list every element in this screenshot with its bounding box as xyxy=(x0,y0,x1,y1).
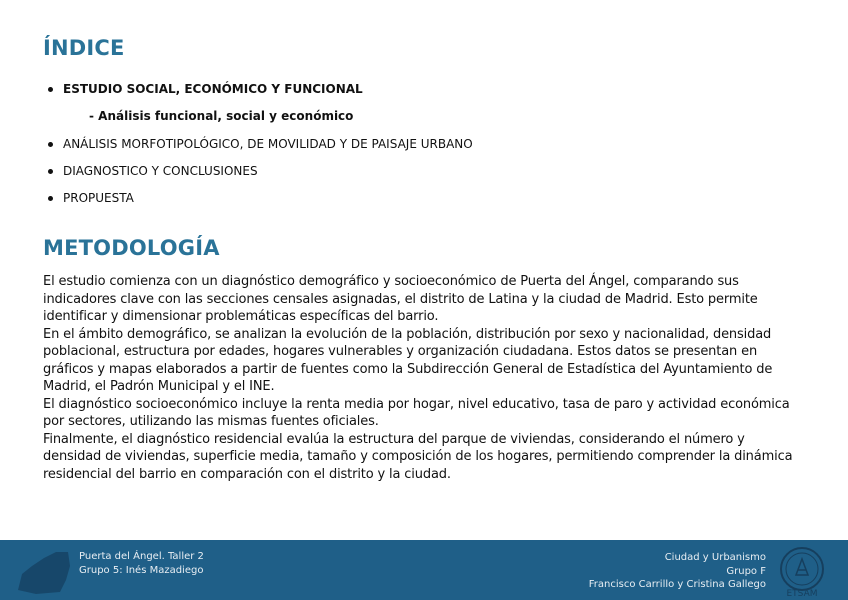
neighborhood-map-icon xyxy=(16,546,72,594)
bullet-icon xyxy=(48,169,53,174)
methodology-paragraph: Finalmente, el diagnóstico residencial evalúa la estructura del parque de viviendas, considerando el número y densidad de viviendas, superficie media, tamaño y composición de los hogares, permitiendo comprender la dinámica residencial del barrio en comparación con el distrito y la ciudad. xyxy=(43,431,793,482)
bullet-icon xyxy=(48,142,53,147)
footer-project-name: Puerta del Ángel. Taller 2 xyxy=(79,551,204,562)
index-title: ÍNDICE xyxy=(43,36,125,60)
seal-label: ETSAM xyxy=(786,589,818,597)
methodology-title: METODOLOGÍA xyxy=(43,236,220,260)
index-item-label: ESTUDIO SOCIAL, ECONÓMICO Y FUNCIONAL xyxy=(63,82,363,96)
index-item-propuesta xyxy=(48,191,473,205)
index-list xyxy=(48,82,473,218)
footer-bar xyxy=(0,540,848,600)
footer-course-info xyxy=(589,551,766,592)
methodology-paragraph: En el ámbito demográfico, se analizan la evolución de la población, distribución por sexo y nacionalidad, densidad poblacional, estructura por edades, hogares vulnerables y organización ciudadana. Estos datos se presentan en gráficos y mapas elaborados a partir de fuentes como la Subdirección General de Estadística del Ayuntamiento de Madrid, el Padrón Municipal y el INE. xyxy=(43,326,773,394)
index-item-diagnostico xyxy=(48,164,473,178)
footer-group-author: Grupo 5: Inés Mazadiego xyxy=(79,564,204,576)
index-item-label: - Análisis funcional, social y económico xyxy=(89,109,354,124)
index-subitem-analisis xyxy=(48,109,473,123)
footer-course-group: Grupo F xyxy=(726,565,766,577)
methodology-paragraph: El estudio comienza con un diagnóstico demográfico y socioeconómico de Puerta del Ángel, comparando sus indicadores clave con las secciones censales asignadas, el distrito de Latina y la ciudad de Madrid. Esto permite identificar y dimensionar problemáticas específicas del barrio. xyxy=(43,274,758,324)
bullet-icon xyxy=(48,196,53,201)
index-item-label: PROPUESTA xyxy=(63,191,134,206)
footer-project-info xyxy=(79,550,204,577)
index-item-morfotipologico xyxy=(48,137,473,151)
footer-professors: Francisco Carrillo y Cristina Gallego xyxy=(588,579,766,590)
index-item-estudio xyxy=(48,82,473,96)
footer-course-name: Ciudad y Urbanismo xyxy=(664,552,766,563)
methodology-paragraph: El diagnóstico socioeconómico incluye la renta media por hogar, nivel educativo, tasa de paro y actividad económica por sectores, utilizando las mismas fuentes oficiales. xyxy=(43,396,790,429)
bullet-icon xyxy=(48,87,53,92)
etsam-seal-icon xyxy=(776,545,828,597)
index-item-label: DIAGNOSTICO Y CONCLUSIONES xyxy=(63,163,258,178)
methodology-body xyxy=(43,273,803,483)
index-item-label: ANÁLISIS MORFOTIPOLÓGICO, DE MOVILIDAD Y DE PAISAJE URBANO xyxy=(63,136,473,151)
